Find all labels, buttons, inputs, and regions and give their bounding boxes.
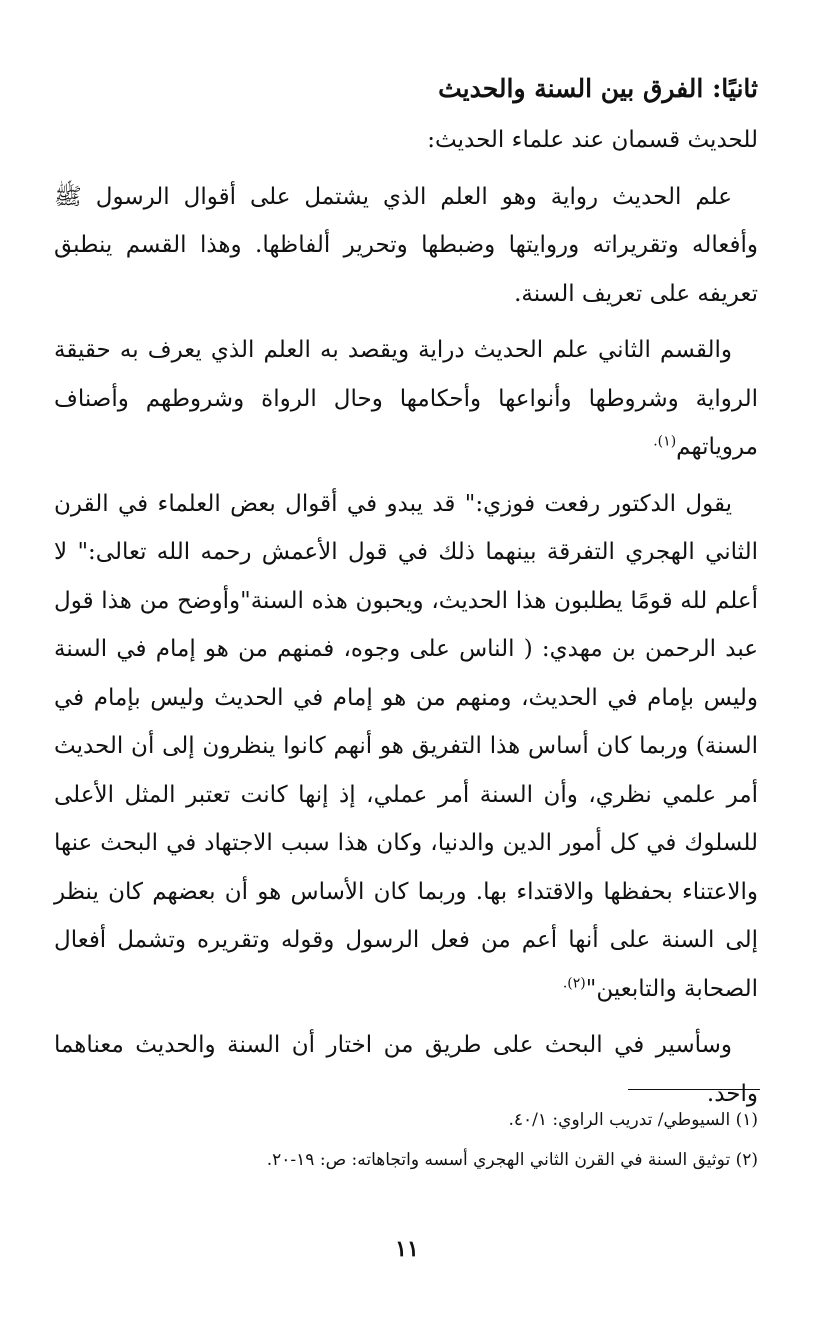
page-number: ١١ bbox=[395, 1236, 419, 1262]
paragraph-text: للحديث قسمان عند علماء الحديث: bbox=[427, 127, 758, 153]
footnotes bbox=[54, 1100, 758, 1180]
paragraph-text: يقول الدكتور رفعت فوزي:" قد يبدو في أقوال بعض العلماء في القرن الثاني الهجري التفرقة بينهما ذلك في قول الأعمش رحمه الله تعالى:" لا أعلم لله قومًا يطلبون هذا الحديث، ويحبون هذه السنة"وأوضح من هذا قول عبد الرحمن بن مهدي: ( الناس على وجوه، فمنهم من هو إمام في السنة وليس بإمام في الحديث، ومنهم من هو إمام في الحديث وليس بإمام في السنة) وربما كان أساس هذا التفريق هو أنهم كانوا ينظرون إلى أن الحديث أمر علمي نظري، وأن السنة أمر عملي، إذ إنها كانت تعتبر المثل الأعلى للسلوك في كل أمور الدين والدنيا، وكان هذا سبب الاجتهاد في البحث عنها والاعتناء بحفظها والاقتداء بها. وربما كان الأساس هو أن بعضهم كان ينظر إلى السنة على أنها أعم من فعل الرسول وقوله وتقريره وتشمل أفعال الصحابة والتابعين" bbox=[54, 490, 758, 1002]
paragraph-text: وسأسير في البحث على طريق من اختار أن السنة والحديث معناهما واحد. bbox=[54, 1032, 758, 1107]
footnote-1: (١) السيوطي/ تدريب الراوي: ٤٠/١. bbox=[508, 1110, 758, 1130]
paragraph-riwaya bbox=[54, 173, 758, 319]
footnote-ref-2: (٢). bbox=[562, 974, 586, 991]
paragraph-quote bbox=[54, 480, 758, 1014]
footnote-2: (٢) توثيق السنة في القرن الثاني الهجري أسسه واتجاهاته: ص: ١٩-٢٠. bbox=[266, 1150, 758, 1170]
main-text bbox=[54, 66, 758, 1126]
paragraph-text: علم الحديث رواية وهو العلم الذي يشتمل على أقوال الرسول ﷺ وأفعاله وتقريراته وروايتها وضبطها وتحرير ألفاظها. وهذا القسم ينطبق تعريفه على تعريف السنة. bbox=[54, 183, 758, 307]
paragraph-intro bbox=[54, 116, 758, 165]
section-heading: ثانيًا: الفرق بين السنة والحديث bbox=[438, 74, 758, 103]
footnote-divider bbox=[628, 1089, 760, 1090]
footnote-ref-1: (١). bbox=[653, 433, 677, 450]
paragraph-diraya bbox=[54, 326, 758, 472]
paragraph-text: والقسم الثاني علم الحديث دراية ويقصد به العلم الذي يعرف به حقيقة الرواية وشروطها وأنواعها وأحكامها وحال الرواة وشروطهم وأصناف مروياتهم bbox=[54, 337, 758, 460]
